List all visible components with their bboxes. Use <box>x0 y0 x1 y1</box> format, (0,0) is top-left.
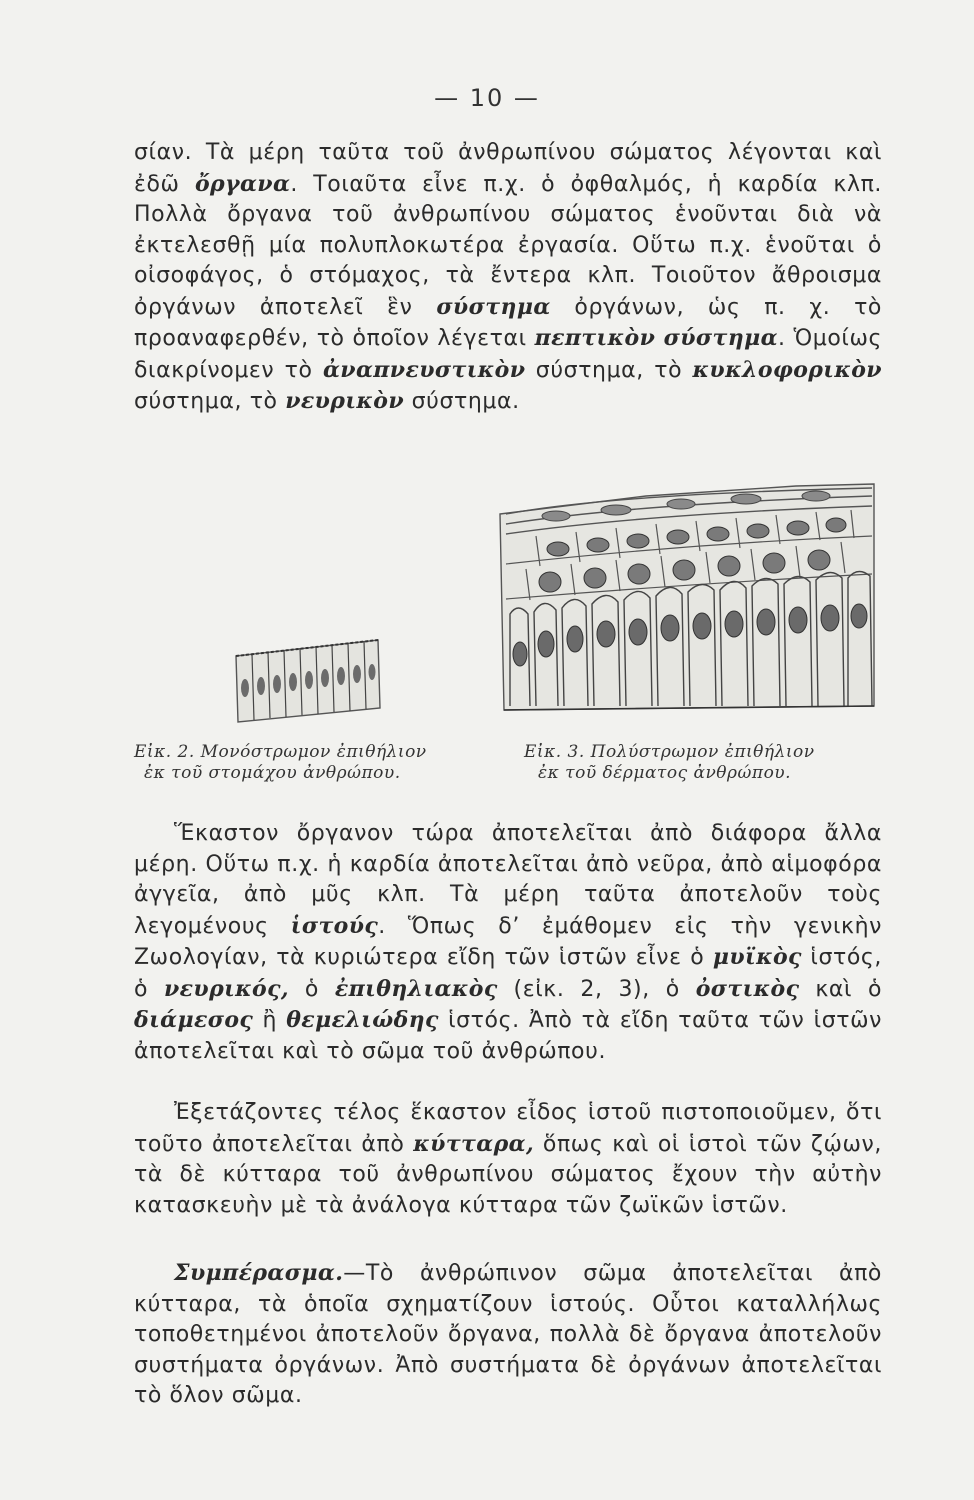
paragraph-tissues <box>134 819 882 1067</box>
term-neurikon: νευρικὸν <box>285 388 405 414</box>
figure-3-caption <box>524 742 884 784</box>
figure-2-caption <box>134 742 494 784</box>
term-kykloforikon: κυκλοφορικὸν <box>692 356 882 383</box>
term-anapneustikon: ἀναπνευστικὸν <box>322 356 526 383</box>
text-run: καὶ ὁ <box>799 976 883 1002</box>
term-systima: σύστημα <box>436 293 551 320</box>
text-run: (εἰκ. 2, 3), ὁ <box>497 976 696 1002</box>
term-istous: ἱστούς <box>290 912 379 939</box>
text-run: σύστημα, τὸ <box>525 357 693 383</box>
term-organa: ὄργανα <box>194 170 291 197</box>
term-themeliodis: θεμελιώδης <box>286 1007 439 1033</box>
text-run: σύστημα. <box>404 389 520 414</box>
paragraph-cells <box>134 1098 882 1221</box>
simple-epithelium-illustration <box>228 626 388 726</box>
text-run: ἢ <box>253 1008 287 1033</box>
text-run: . Ὅπως δ’ ἐμάθομεν εἰς τὴν γενικὴν Ζωολογίαν, τὰ κυριώτερα εἴδη τῶν ἱστῶν εἶνε ὁ <box>134 913 883 970</box>
caption-line: ἐκ τοῦ στομάχου ἀνθρώπου. <box>144 763 401 783</box>
text-run: ὁ <box>288 976 335 1002</box>
term-symperasma: Συμπέρασμα. <box>174 1260 344 1286</box>
text-run: Ἕκαστον ὄργανον τώρα ἀποτελεῖται ἀπὸ διάφορα ἄλλα μέρη. Οὕτω π.χ. ἡ καρδία ἀποτελεῖται ἀπὸ νεῦρα, ἀπὸ αἱμοφόρα ἀγγεῖα, ἀπὸ μῦς κλπ. Τὰ μέρη ταῦτα ἀποτελοῦν τοὺς λεγομένους <box>134 821 882 939</box>
term-epithiliakos: ἐπιθηλιακὸς <box>334 975 498 1002</box>
term-ostikos: ὀστικὸς <box>695 975 800 1002</box>
text-run: . Τοιαῦτα εἶνε π.χ. ὁ ὀφθαλμός, ἡ καρδία κλπ. Πολλὰ ὄργανα τοῦ ἀνθρωπίνου σώματος ἑνοῦνται διὰ νὰ ἐκτελεσθῇ μία πολυπλοκωτέρα ἐργασία. Οὕτω π.χ. ἑνοῦται ὁ οἰσοφάγος, ὁ στόμαχος, τὰ ἔντερα κλπ. Τοιοῦτον ἄθροισμα ὀργάνων ἀποτελεῖ ἓν <box>134 171 883 320</box>
caption-line: ἐκ τοῦ δέρματος ἀνθρώπου. <box>538 763 792 783</box>
paragraph-conclusion <box>134 1258 882 1412</box>
text-run: ἱστός, ὁ <box>134 945 883 1002</box>
term-myikos: μυϊκὸς <box>712 944 802 970</box>
text-run: σίαν. Τὰ μέρη ταῦτα τοῦ ἀνθρωπίνου σώματος λέγονται καὶ ἐδῶ <box>134 140 882 197</box>
caption-line: Εἰκ. 2. Μονόστρωμον ἐπιθήλιον <box>134 742 427 762</box>
paragraph-organs <box>134 138 882 418</box>
page-number: — 10 — <box>434 84 540 112</box>
term-kyttara: κύτταρα, <box>413 1130 535 1157</box>
text-run: ὀργάνων, ὡς π. χ. τὸ προαναφερθέν, τὸ ὁποῖον λέγεται <box>134 294 882 351</box>
text-run: σύστημα, τὸ <box>134 389 286 414</box>
text-run: ἱστός. Ἀπὸ τὰ εἴδη ταῦτα τῶν ἱστῶν ἀποτελεῖται καὶ τὸ σῶμα τοῦ ἀνθρώπου. <box>134 1008 883 1064</box>
term-neurikos: νευρικός, <box>163 975 289 1002</box>
text-run: . Ὁμοίως διακρίνομεν τὸ <box>134 326 882 383</box>
term-peptikon: πεπτικὸν σύστημα <box>534 325 778 351</box>
term-diamesos: διάμεσος <box>134 1007 254 1033</box>
text-run: ὅπως καὶ οἱ ἱστοὶ τῶν ζῴων, τὰ δὲ κύτταρα τοῦ ἀνθρωπίνου σώματος ἔχουν τὴν αὐτὴν κατασκευὴν μὲ τὰ ἀνάλογα κύτταρα τῶν ζωϊκῶν ἱστῶν. <box>134 1131 882 1218</box>
caption-line: Εἰκ. 3. Πολύστρωμον ἐπιθήλιον <box>524 742 815 762</box>
stratified-epithelium-illustration <box>496 474 878 724</box>
text-run: Ἐξετάζοντες τέλος ἕκαστον εἶδος ἱστοῦ πιστοποιοῦμεν, ὅτι τοῦτο ἀποτελεῖται ἀπὸ <box>134 1100 882 1157</box>
text-run: —Τὸ ἀνθρώπινον σῶμα ἀποτελεῖται ἀπὸ κύτταρα, τὰ ὁποῖα σχηματίζουν ἱστούς. Οὗτοι καταλλήλως τοποθετημένοι ἀποτελοῦν ὄργανα, πολλὰ δὲ ὄργανα ἀποτελοῦν συστήματα ὀργάνων. Ἀπὸ συστήματα δὲ ὀργάνων ἀποτελεῖται τὸ ὅλον σῶμα. <box>134 1261 882 1408</box>
